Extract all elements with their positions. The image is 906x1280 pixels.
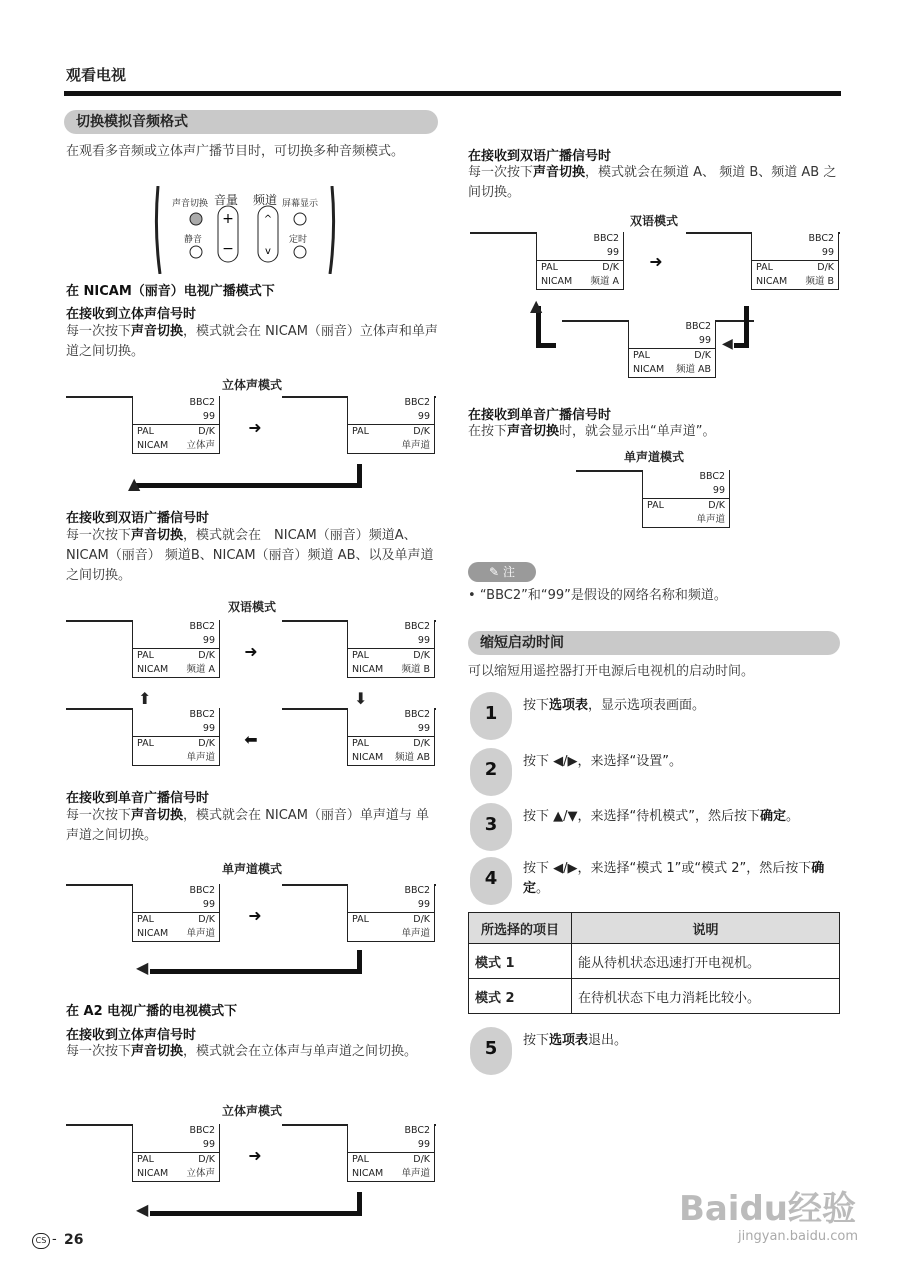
right-mono-text: 在按下声音切换时，就会显示出“单声道”。 [468, 424, 716, 439]
step-number: 4 [470, 857, 512, 905]
osd-screen: BBC2 99 PAL D/K NICAM 单声道 [132, 884, 220, 942]
right-dual-text: 每一次按下声音切换，模式就会在频道 A、 频道 B、频道 AB 之间切换。 [468, 165, 837, 200]
mono-heading: 在接收到单音广播信号时 [66, 791, 210, 806]
osd-screen: BBC2 99 PAL D/K NICAM 立体声 [132, 396, 220, 454]
step-text: 按下 ◀/▶，来选择“设置”。 [523, 754, 682, 769]
diagram-label-mono: 单声道模式 [221, 862, 282, 876]
step-number: 3 [470, 803, 512, 851]
remote-label-audio: 声音切换 [172, 199, 209, 209]
section2-intro: 可以缩短用遥控器打开电源后电视机的启动时间。 [468, 664, 755, 679]
remote-label-mute: 静音 [184, 235, 203, 245]
table-row [469, 979, 840, 1014]
arrow-left-icon: ◀ [136, 958, 149, 977]
remote-label-timer: 定时 [289, 235, 308, 245]
mode-table [468, 912, 840, 1014]
osd-screen: BBC2 99 PAL D/K NICAM 频道 B [751, 232, 839, 290]
osd-screen: BBC2 99 PAL D/K NICAM 单声道 [347, 1124, 435, 1182]
table-header-cell: 说明 [572, 913, 840, 944]
page-marker-badge: CS [32, 1233, 50, 1249]
section-title-audio: 切换模拟音频格式 [64, 110, 438, 134]
arrow-up-icon: ▲ [128, 474, 141, 493]
table-cell: 模式 1 [469, 944, 572, 979]
watermark-brand: Baidu经验 [678, 1189, 856, 1229]
osd-screen: BBC2 99 PAL D/K NICAM 频道 AB [628, 320, 716, 378]
arrow-left-icon: ◀ [722, 336, 733, 352]
right-mono-heading: 在接收到单音广播信号时 [468, 408, 612, 423]
pencil-icon: ✎ [489, 565, 500, 579]
header-rule [64, 91, 841, 96]
table-header-cell: 所选择的项目 [469, 913, 572, 944]
osd-screen: BBC2 99 PAL D/K 单声道 [132, 708, 220, 766]
remote-label-volume: 音量 [214, 193, 239, 207]
cycle-arrow-left-foot [536, 343, 556, 348]
table-cell: 模式 2 [469, 979, 572, 1014]
arrow-right-icon: ➜ [649, 252, 663, 271]
cycle-arrow-loop [150, 950, 362, 974]
cycle-arrow-loop [132, 464, 362, 488]
step-text: 按下选项表，显示选项表画面。 [523, 698, 706, 713]
table-header-row [469, 913, 840, 944]
arrow-right-icon: ➜ [248, 1146, 262, 1165]
table-row [469, 944, 840, 979]
step-text: 按下选项表退出。 [523, 1033, 628, 1048]
osd-screen: BBC2 99 PAL D/K NICAM 立体声 [132, 1124, 220, 1182]
osd-screen: BBC2 99 PAL D/K 单声道 [347, 396, 435, 454]
note-text: • “BBC2”和“99”是假设的网络名称和频道。 [468, 588, 727, 603]
osd-screen: BBC2 99 PAL D/K 单声道 [347, 884, 435, 942]
page-number: 26 [64, 1232, 84, 1248]
arrow-left-icon: ◀ [136, 1200, 149, 1219]
right-diagram-label-mono: 单声道模式 [623, 450, 684, 464]
diagram-label-stereo: 立体声模式 [221, 378, 282, 392]
arrow-left-icon: ⬅ [244, 730, 258, 749]
section-title-startup: 缩短启动时间 [468, 631, 840, 655]
svg-text:−: − [222, 241, 234, 257]
remote-label-channel: 频道 [253, 193, 278, 207]
arrow-right-icon: ➜ [248, 418, 262, 437]
svg-text:v: v [265, 246, 271, 257]
stereo-heading: 在接收到立体声信号时 [66, 307, 197, 322]
remote-label-display: 屏幕显示 [282, 199, 319, 209]
svg-text:^: ^ [263, 214, 273, 225]
step-number: 1 [470, 692, 512, 740]
osd-screen: BBC2 99 PAL D/K NICAM 频道 A [132, 620, 220, 678]
intro-text: 在观看多音频或立体声广播节目时，可切换多种音频模式。 [66, 144, 405, 159]
step-text: 按下 ▲/▼，来选择“待机模式”，然后按下确定。 [523, 809, 800, 824]
page-header-title: 观看电视 [66, 66, 127, 84]
note-pill: ✎ 注 [468, 562, 536, 582]
a2-stereo-heading: 在接收到立体声信号时 [66, 1028, 197, 1043]
diagram-label-a2-stereo: 立体声模式 [221, 1104, 282, 1118]
arrow-up-icon: ▲ [530, 296, 543, 315]
stereo-text: 每一次按下声音切换，模式就会在 NICAM（丽音）立体声和单声道之间切换。 [66, 324, 438, 359]
watermark-url: jingyan.baidu.com [738, 1229, 858, 1244]
osd-screen: BBC2 99 PAL D/K 单声道 [642, 470, 730, 528]
cycle-arrow-right-foot [734, 343, 749, 348]
a2-text: 每一次按下声音切换，模式就会在立体声与单声道之间切换。 [66, 1044, 418, 1059]
right-diagram-label-dual: 双语模式 [629, 214, 678, 228]
step-number: 5 [470, 1027, 512, 1075]
arrow-right-icon: ➜ [248, 906, 262, 925]
cycle-arrow-right-bar [744, 306, 749, 348]
remote-control-illustration [152, 186, 338, 274]
arrow-right-icon: ➜ [244, 642, 258, 661]
right-dual-heading: 在接收到双语广播信号时 [468, 149, 612, 164]
arrow-down-icon: ⬇ [354, 689, 368, 708]
svg-text:+: + [222, 211, 234, 227]
nicam-heading: 在 NICAM（丽音）电视广播模式下 [66, 284, 275, 299]
osd-screen: BBC2 99 PAL D/K NICAM 频道 B [347, 620, 435, 678]
diagram-label-dual: 双语模式 [227, 600, 276, 614]
osd-screen: BBC2 99 PAL D/K NICAM 频道 AB [347, 708, 435, 766]
a2-heading: 在 A2 电视广播的电视模式下 [66, 1004, 238, 1019]
table-cell: 能从待机状态迅速打开电视机。 [572, 944, 840, 979]
cycle-arrow-loop [150, 1192, 362, 1216]
osd-screen: BBC2 99 PAL D/K NICAM 频道 A [536, 232, 624, 290]
arrow-up-icon: ⬆ [138, 689, 152, 708]
mono-text: 每一次按下声音切换，模式就会在 NICAM（丽音）单声道与 单声道之间切换。 [66, 808, 430, 843]
table-cell: 在待机状态下电力消耗比较小。 [572, 979, 840, 1014]
step-number: 2 [470, 748, 512, 796]
step-text: 按下 ◀/▶，来选择“模式 1”或“模式 2”，然后按下确定。 [523, 861, 825, 896]
dual-text: 每一次按下声音切换，模式就会在 NICAM（丽音）频道A、NICAM（丽音） 频道B、NICAM（丽音）频道 AB、以及单声道之间切换。 [66, 528, 434, 583]
dual-heading: 在接收到双语广播信号时 [66, 511, 210, 526]
